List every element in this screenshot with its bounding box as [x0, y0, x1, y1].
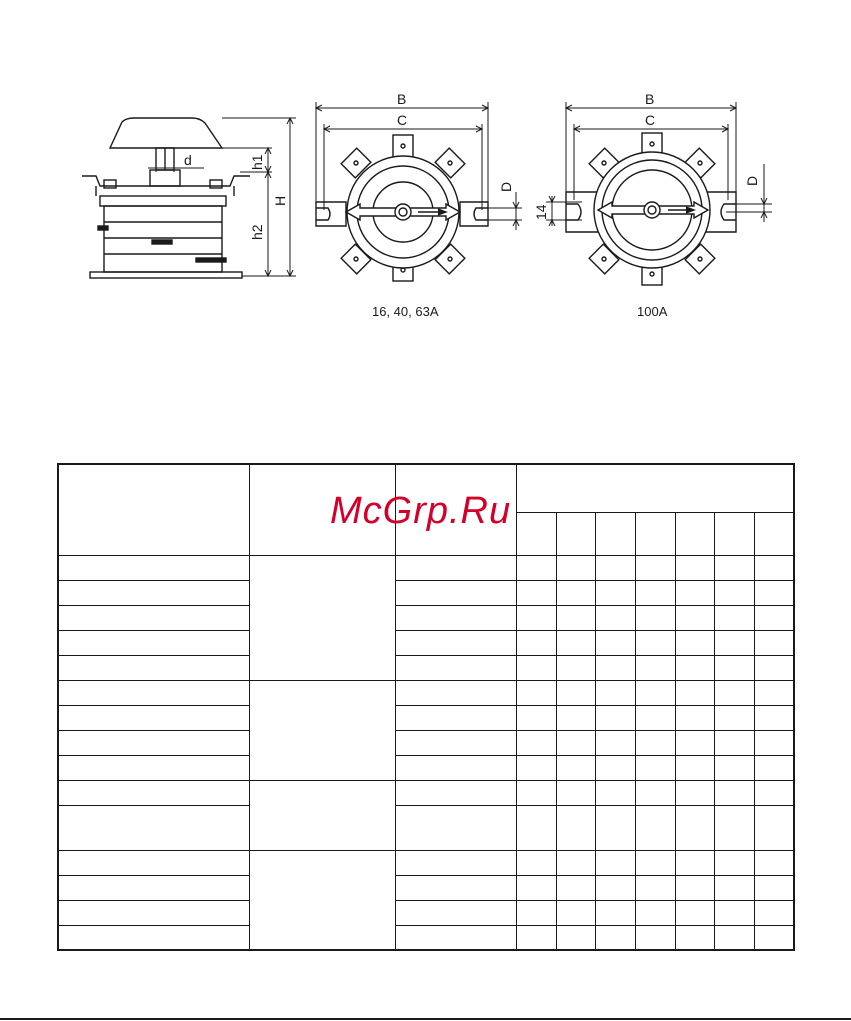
table-cell	[595, 900, 635, 925]
table-cell	[516, 605, 556, 630]
table-cell	[395, 780, 516, 805]
table-cell	[595, 925, 635, 950]
table-cell	[754, 680, 794, 705]
table-cell	[595, 630, 635, 655]
table-cell	[675, 680, 714, 705]
table-cell	[395, 755, 516, 780]
table-cell	[58, 655, 249, 680]
table-cell	[516, 655, 556, 680]
table-row	[58, 805, 794, 850]
table-cell	[635, 605, 675, 630]
label-C-left: C	[397, 112, 408, 128]
table-cell	[395, 850, 516, 875]
table-row	[58, 925, 794, 950]
table-cell	[58, 605, 249, 630]
table-row	[58, 875, 794, 900]
table-cell	[754, 705, 794, 730]
table-cell	[714, 925, 754, 950]
table-cell	[675, 655, 714, 680]
table-cell	[635, 630, 675, 655]
table-cell	[395, 875, 516, 900]
label-C-right: C	[645, 112, 656, 128]
table-row	[58, 730, 794, 755]
label-B-left: B	[397, 91, 407, 107]
table-cell	[635, 780, 675, 805]
table-cell	[595, 730, 635, 755]
table-cell	[556, 755, 595, 780]
table-cell	[635, 875, 675, 900]
caption-100a: 100A	[637, 304, 668, 319]
table-cell	[58, 850, 249, 875]
table-cell	[556, 730, 595, 755]
table-cell	[556, 925, 595, 950]
table-cell	[714, 630, 754, 655]
table-cell	[58, 780, 249, 805]
table-cell	[556, 780, 595, 805]
table-cell	[595, 780, 635, 805]
table-cell	[635, 755, 675, 780]
table-cell	[675, 900, 714, 925]
table-cell	[635, 900, 675, 925]
group-cell	[249, 850, 395, 950]
label-14: 14	[533, 204, 549, 220]
table-cell	[556, 875, 595, 900]
table-cell	[754, 755, 794, 780]
table-cell	[58, 680, 249, 705]
side-view	[82, 118, 296, 278]
table-cell	[58, 730, 249, 755]
table-cell	[754, 875, 794, 900]
table-cell	[516, 780, 556, 805]
table-cell	[516, 580, 556, 605]
table-cell	[675, 780, 714, 805]
table-cell	[516, 805, 556, 850]
table-cell	[595, 755, 635, 780]
table-cell	[675, 875, 714, 900]
technical-drawing	[0, 0, 851, 340]
label-D-right: D	[744, 175, 760, 186]
table-row	[58, 680, 794, 705]
table-cell	[556, 630, 595, 655]
table-cell	[395, 705, 516, 730]
label-H: H	[272, 195, 288, 206]
group-cell	[249, 555, 395, 680]
table-cell	[714, 705, 754, 730]
label-h1: h1	[249, 154, 265, 170]
group-cell	[249, 780, 395, 850]
table-row	[58, 850, 794, 875]
label-d: d	[184, 152, 192, 168]
table-cell	[714, 730, 754, 755]
table-cell	[635, 850, 675, 875]
table-cell	[595, 655, 635, 680]
subheader-cell	[714, 512, 754, 555]
table-cell	[595, 705, 635, 730]
table-cell	[635, 655, 675, 680]
table-cell	[516, 850, 556, 875]
table-row	[58, 630, 794, 655]
table-cell	[635, 730, 675, 755]
table-cell	[754, 850, 794, 875]
table-cell	[395, 630, 516, 655]
group-cell	[249, 680, 395, 780]
table-cell	[595, 605, 635, 630]
table-cell	[516, 755, 556, 780]
table-cell	[675, 925, 714, 950]
table-cell	[714, 755, 754, 780]
table-cell	[58, 630, 249, 655]
table-row	[58, 605, 794, 630]
table-cell	[714, 780, 754, 805]
subheader-cell	[595, 512, 635, 555]
table-cell	[754, 900, 794, 925]
table-cell	[516, 900, 556, 925]
table-cell	[635, 705, 675, 730]
bottom-rule	[0, 1018, 851, 1020]
table-cell	[754, 630, 794, 655]
table-cell	[58, 705, 249, 730]
table-cell	[556, 900, 595, 925]
top-view-16-63a	[316, 102, 522, 281]
table-cell	[516, 925, 556, 950]
table-cell	[395, 580, 516, 605]
table-cell	[754, 805, 794, 850]
subheader-cell	[635, 512, 675, 555]
subheader-cell	[556, 512, 595, 555]
label-h2: h2	[249, 224, 265, 240]
table-cell	[714, 900, 754, 925]
table-cell	[395, 805, 516, 850]
subheader-cell	[516, 512, 556, 555]
table-cell	[754, 925, 794, 950]
table-cell	[595, 555, 635, 580]
table-row	[58, 555, 794, 580]
table-cell	[675, 580, 714, 605]
table-cell	[58, 580, 249, 605]
subheader-cell	[675, 512, 714, 555]
table-cell	[58, 805, 249, 850]
table-cell	[675, 805, 714, 850]
table-cell	[635, 580, 675, 605]
table-cell	[714, 875, 754, 900]
table-row	[58, 780, 794, 805]
table-cell	[754, 555, 794, 580]
table-cell	[516, 705, 556, 730]
table-cell	[635, 805, 675, 850]
table-cell	[395, 655, 516, 680]
table-cell	[714, 655, 754, 680]
table-cell	[58, 755, 249, 780]
table-cell	[556, 805, 595, 850]
table-cell	[635, 925, 675, 950]
table-cell	[395, 900, 516, 925]
header-cell	[58, 464, 249, 555]
table-cell	[754, 730, 794, 755]
table-cell	[714, 805, 754, 850]
table-row	[58, 580, 794, 605]
caption-16-40-63a: 16, 40, 63A	[372, 304, 439, 319]
table-cell	[675, 755, 714, 780]
subheader-cell	[754, 512, 794, 555]
table-cell	[556, 580, 595, 605]
table-cell	[754, 655, 794, 680]
table-cell	[516, 630, 556, 655]
table-cell	[395, 925, 516, 950]
table-cell	[516, 730, 556, 755]
table-cell	[595, 680, 635, 705]
watermark: McGrp.Ru	[330, 490, 512, 532]
table-cell	[675, 630, 714, 655]
table-cell	[58, 900, 249, 925]
table-row	[58, 705, 794, 730]
table-cell	[556, 705, 595, 730]
table-cell	[595, 875, 635, 900]
table-cell	[714, 680, 754, 705]
table-cell	[556, 850, 595, 875]
table-cell	[675, 730, 714, 755]
table-cell	[395, 555, 516, 580]
table-cell	[516, 875, 556, 900]
header-group-cell	[516, 464, 794, 512]
table-cell	[395, 680, 516, 705]
table-cell	[58, 925, 249, 950]
table-cell	[754, 780, 794, 805]
table-cell	[556, 655, 595, 680]
table-cell	[395, 605, 516, 630]
table-cell	[556, 555, 595, 580]
table-cell	[595, 850, 635, 875]
table-cell	[675, 705, 714, 730]
table-row	[58, 900, 794, 925]
table-cell	[595, 580, 635, 605]
table-cell	[675, 555, 714, 580]
table-cell	[516, 680, 556, 705]
table-cell	[556, 680, 595, 705]
table-cell	[58, 875, 249, 900]
table-cell	[714, 580, 754, 605]
table-cell	[58, 555, 249, 580]
table-cell	[714, 605, 754, 630]
table-cell	[516, 555, 556, 580]
table-row	[58, 655, 794, 680]
top-view-100a	[546, 102, 772, 285]
table-cell	[635, 555, 675, 580]
label-D-left: D	[498, 181, 514, 192]
table-cell	[754, 605, 794, 630]
table-cell	[635, 680, 675, 705]
table-cell	[395, 730, 516, 755]
table-cell	[754, 580, 794, 605]
table-cell	[675, 605, 714, 630]
spec-table	[57, 463, 795, 951]
table-row	[58, 755, 794, 780]
table-cell	[714, 850, 754, 875]
table-cell	[714, 555, 754, 580]
table-cell	[595, 805, 635, 850]
table-cell	[556, 605, 595, 630]
label-B-right: B	[645, 91, 655, 107]
table-cell	[675, 850, 714, 875]
